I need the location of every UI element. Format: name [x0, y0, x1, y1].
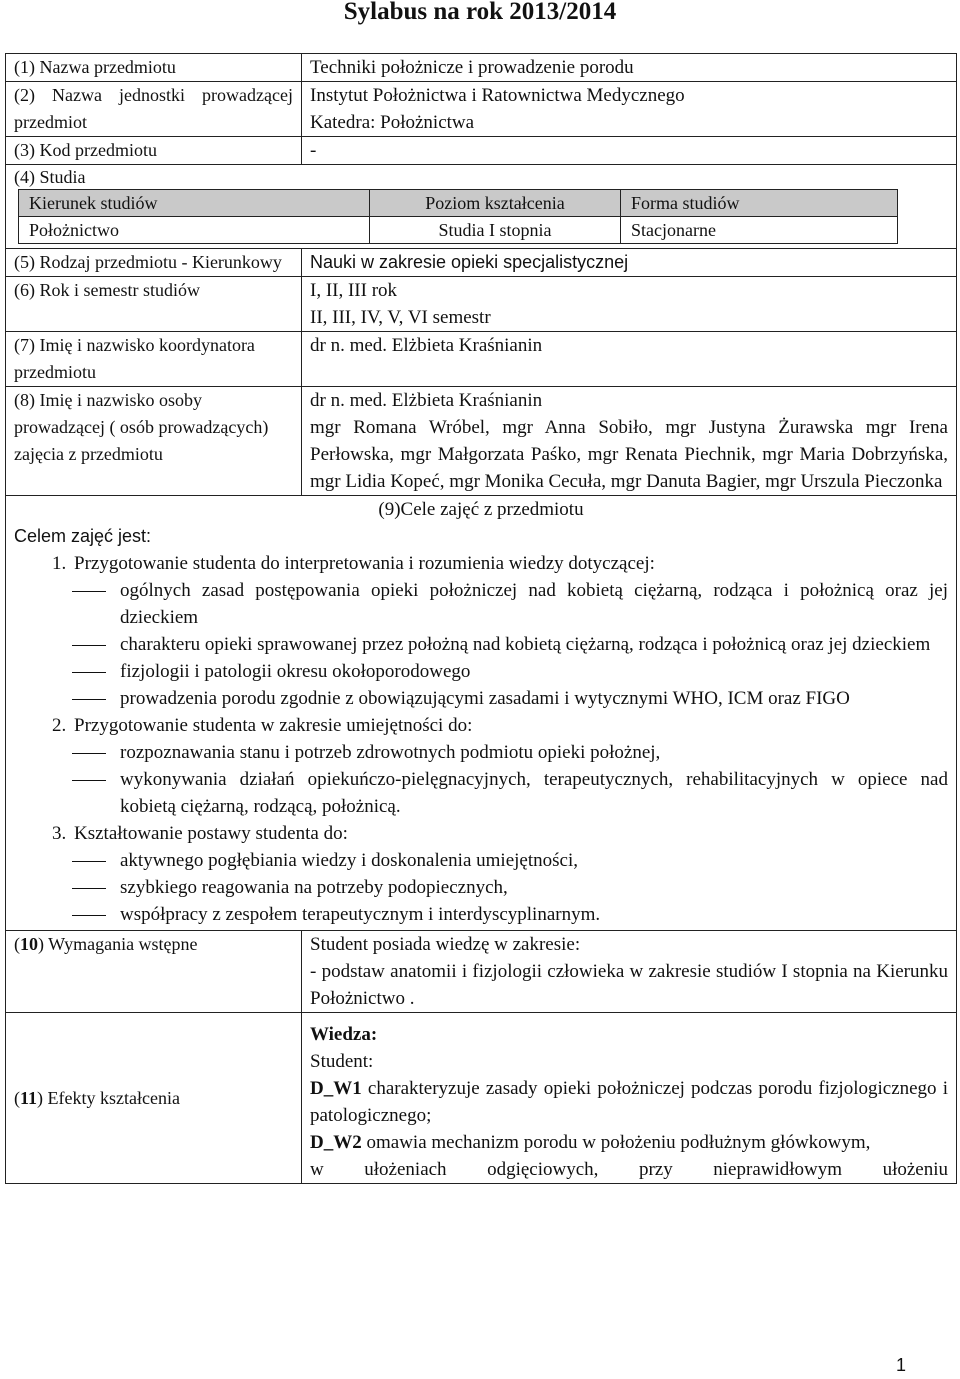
- studies-cell: [6, 165, 957, 249]
- goals-heading: (9)Cele zajęć z przedmiotu: [378, 499, 584, 520]
- outcomes-value: [302, 1013, 957, 1184]
- goal-2-number: 2.: [52, 715, 67, 736]
- unit-label: (2) Nazwa jednostki prowadzącej przedmiot: [6, 82, 302, 137]
- prerequisites-intro: Student posiada wiedzę w zakresie:: [310, 934, 581, 955]
- outcomes-label: (11) Efekty kształcenia: [6, 1013, 302, 1184]
- course-name-value: Techniki położnicze i prowadzenie porodu: [302, 54, 957, 82]
- goal-1-list: [14, 577, 948, 712]
- semester-value: II, III, IV, V, VI semestr: [310, 307, 491, 328]
- unit-institute: Instytut Położnictwa i Ratownictwa Medycznego: [310, 85, 685, 106]
- code-value: -: [302, 137, 957, 165]
- course-type-label: (5) Rodzaj przedmiotu - Kierunkowy: [6, 249, 302, 277]
- coordinator-label: (7) Imię i nazwisko koordynatora przedmiotu: [6, 332, 302, 387]
- studies-form: Stacjonarne: [621, 217, 898, 244]
- list-item: fizjologii i patologii okresu okołoporodowego: [72, 658, 948, 685]
- list-item: aktywnego pogłębiania wiedzy i doskonalenia umiejętności,: [72, 847, 948, 874]
- list-item: rozpoznawania stanu i potrzeb zdrowotnych podmiotu opieki położnej,: [72, 739, 948, 766]
- row-unit: [6, 82, 957, 137]
- studies-label: (4) Studia: [14, 167, 86, 187]
- row-studies: [6, 165, 957, 249]
- goals-intro: Celem zajęć jest:: [14, 526, 152, 546]
- prerequisites-label: (10) Wymagania wstępne: [6, 931, 302, 1013]
- page-title: Sylabus na rok 2013/2014: [343, 0, 617, 25]
- goal-3-list: [14, 847, 948, 928]
- goals-cell: [6, 496, 957, 931]
- coordinator-value: dr n. med. Elżbieta Kraśnianin: [302, 332, 957, 387]
- unit-value: [302, 82, 957, 137]
- instructors-label: (8) Imię i nazwisko osoby prowadzącej ( osób prowadzących) zajęcia z przedmiotu: [6, 387, 302, 496]
- goal-1: [14, 550, 948, 577]
- goal-1-text: Przygotowanie studenta do interpretowania i rozumienia wiedzy dotyczącej:: [74, 553, 655, 574]
- syllabus-table: [5, 53, 957, 1184]
- row-prerequisites: [6, 931, 957, 1013]
- outcomes-label-number: 11: [20, 1087, 38, 1108]
- goal-1-number: 1.: [52, 553, 67, 574]
- outcome-w1-text: charakteryzuje zasady opieki położniczej podczas porodu fizjologicznego i patologicznego;: [310, 1078, 948, 1126]
- year-semester-value: [302, 277, 957, 332]
- page-number: 1: [895, 1355, 906, 1375]
- course-name-label: (1) Nazwa przedmiotu: [6, 54, 302, 82]
- list-item: ogólnych zasad postępowania opieki położniczej nad kobietą ciężarną, rodząca i położnicą oraz jej dzieckiem: [72, 577, 948, 631]
- prerequisites-label-number: 10: [20, 934, 38, 954]
- row-goals: [6, 496, 957, 931]
- goal-3-text: Kształtowanie postawy studenta do:: [74, 823, 348, 844]
- list-item: prowadzenia porodu zgodnie z obowiązującymi zasadami i wytycznymi WHO, ICM oraz FIGO: [72, 685, 948, 712]
- studies-header-row: [19, 190, 898, 217]
- row-course-type: [6, 249, 957, 277]
- outcome-w1: [310, 1075, 948, 1129]
- outcome-w1-code: D_W1: [310, 1078, 362, 1099]
- list-item: charakteru opieki sprawowanej przez położną nad kobietą ciężarną, rodząca i położnicą oraz jej dzieckiem: [72, 631, 948, 658]
- row-coordinator: [6, 332, 957, 387]
- studies-level: Studia I stopnia: [370, 217, 621, 244]
- outcomes-label-text: Efekty kształcenia: [43, 1087, 180, 1108]
- prerequisites-value: [302, 931, 957, 1013]
- prerequisites-label-text: Wymagania wstępne: [44, 934, 198, 954]
- goal-2-text: Przygotowanie studenta w zakresie umiejętności do:: [74, 715, 473, 736]
- goal-2-list: [14, 739, 948, 820]
- course-type-value: Nauki w zakresie opieki specjalistycznej: [302, 249, 957, 277]
- row-outcomes: [6, 1013, 957, 1184]
- instructors-lead: dr n. med. Elżbieta Kraśnianin: [310, 390, 543, 411]
- row-year-semester: [6, 277, 957, 332]
- outcomes-heading: Wiedza:: [310, 1024, 378, 1045]
- row-instructors: [6, 387, 957, 496]
- outcome-w2: [310, 1129, 948, 1156]
- studies-value-row: [19, 217, 898, 244]
- instructors-list: mgr Romana Wróbel, mgr Anna Sobiło, mgr Justyna Żurawska mgr Irena Perłowska, mgr Małgorzata Paśko, mgr Renata Piechnik, mgr Maria Dobrzyńska, mgr Lidia Kopeć, mgr Monika Cecuła, mgr Danuta Bagier, mgr Urszula Pieczonka: [310, 417, 948, 492]
- studies-subtable: [18, 189, 898, 244]
- list-item: szybkiego reagowania na potrzeby podopiecznych,: [72, 874, 948, 901]
- prerequisites-item: - podstaw anatomii i fizjologii człowieka w zakresie studiów I stopnia na Kierunku Położnictwo .: [310, 961, 948, 1009]
- outcome-w2-code: D_W2: [310, 1132, 362, 1153]
- studies-field: Położnictwo: [19, 217, 370, 244]
- list-item: współpracy z zespołem terapeutycznym i interdyscyplinarnym.: [72, 901, 948, 928]
- row-course-name: [6, 54, 957, 82]
- studies-header-form: Forma studiów: [621, 190, 898, 217]
- goal-3-number: 3.: [52, 823, 67, 844]
- outcome-w2-continued: w ułożeniach odgięciowych, przy nieprawidłowym ułożeniu: [310, 1159, 948, 1180]
- unit-department: Katedra: Położnictwa: [310, 112, 475, 133]
- studies-header-field: Kierunek studiów: [19, 190, 370, 217]
- outcomes-student: Student:: [310, 1051, 374, 1072]
- year-value: I, II, III rok: [310, 280, 398, 301]
- goal-3: [14, 820, 948, 847]
- outcome-w2-text: omawia mechanizm porodu w położeniu podłużnym główkowym,: [361, 1132, 871, 1153]
- instructors-value: [302, 387, 957, 496]
- code-label: (3) Kod przedmiotu: [6, 137, 302, 165]
- row-code: [6, 137, 957, 165]
- studies-header-level: Poziom kształcenia: [370, 190, 621, 217]
- list-item: wykonywania działań opiekuńczo-pielęgnacyjnych, terapeutycznych, rehabilitacyjnych w opiece nad kobietą ciężarną, rodzącą, położnicą.: [72, 766, 948, 820]
- goal-2: [14, 712, 948, 739]
- year-semester-label: (6) Rok i semestr studiów: [6, 277, 302, 332]
